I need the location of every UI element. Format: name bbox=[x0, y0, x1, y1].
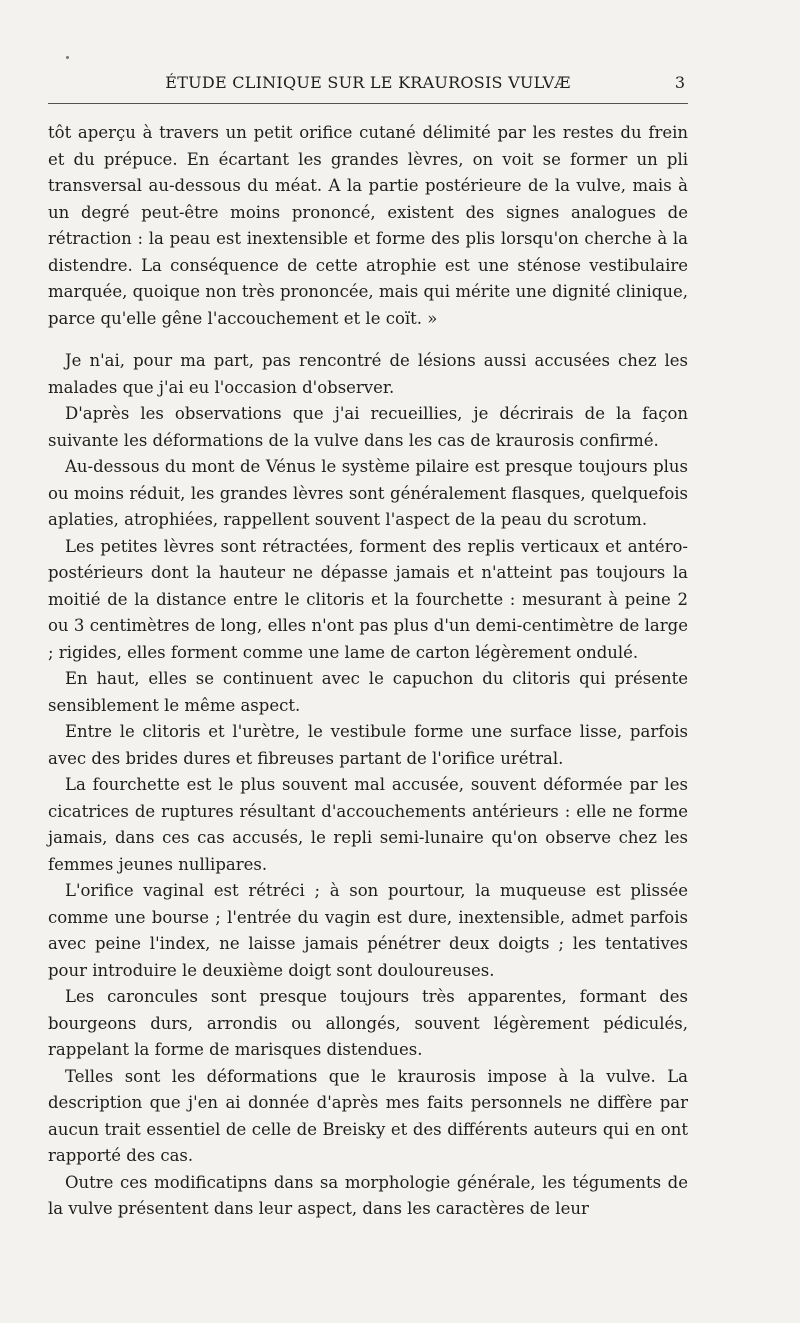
paragraph: La fourchette est le plus souvent mal accusée, souvent déformée par les cicatrices de ruptures résultant d'accouchements antérieurs : elle ne forme jamais, dans ces cas accusés, le repli semi-lunaire qu'on observe chez les femmes jeunes nullipares. bbox=[48, 775, 688, 874]
running-title: ÉTUDE CLINIQUE SUR LE KRAUROSIS VULVÆ bbox=[165, 73, 571, 92]
running-head bbox=[48, 68, 688, 98]
print-speck bbox=[66, 56, 69, 59]
body-text bbox=[48, 120, 688, 1223]
paragraph: Les caroncules sont presque toujours très apparentes, formant des bourgeons durs, arrondis ou allongés, souvent légèrement pédiculés, rappelant la forme de marisques distendues. bbox=[48, 987, 688, 1059]
paragraph: D'après les observations que j'ai recueillies, je décrirais de la façon suivante les déformations de la vulve dans les cas de kraurosis confirmé. bbox=[48, 404, 688, 450]
paragraph: Telles sont les déformations que le kraurosis impose à la vulve. La description que j'en ai donnée d'après mes faits personnels ne diffère par aucun trait essentiel de celle de Breisky et des différents auteurs qui en ont rapporté des cas. bbox=[48, 1066, 688, 1165]
paragraph: Entre le clitoris et l'urètre, le vestibule forme une surface lisse, parfois avec des brides dures et fibreuses partant de l'orifice urétral. bbox=[48, 722, 688, 768]
page-number: 3 bbox=[674, 73, 685, 92]
paragraph: En haut, elles se continuent avec le capuchon du clitoris qui présente sensiblement le même aspect. bbox=[48, 669, 688, 715]
paragraph-quote-continuation: tôt aperçu à travers un petit orifice cutané délimité par les restes du frein et du prépuce. En écartant les grandes lèvres, on voit se former un pli transversal au-dessous du méat. A la partie postérieure de la vulve, mais à un degré peut-être moins prononcé, existent des signes analogues de rétraction : la peau est inextensible et forme des plis lorsqu'on cherche à la distendre. La conséquence de cette atrophie est une sténose vestibulaire marquée, quoique non très prononcée, mais qui mérite une dignité clinique, parce qu'elle gêne l'accouchement et le coït. » bbox=[48, 123, 688, 328]
paragraph: Au-dessous du mont de Vénus le système pilaire est presque toujours plus ou moins réduit, les grandes lèvres sont généralement flasques, quelquefois aplaties, atrophiées, rappellent souvent l'aspect de la peau du scrotum. bbox=[48, 457, 688, 529]
header-rule bbox=[48, 103, 688, 104]
paragraph: Les petites lèvres sont rétractées, forment des replis verticaux et antéro-postérieurs dont la hauteur ne dépasse jamais et n'atteint pas toujours la moitié de la distance entre le clitoris et la fourchette : mesurant à peine 2 ou 3 centimètres de long, elles n'ont pas plus d'un demi-centimètre de large ; rigides, elles forment comme une lame de carton légèrement ondulé. bbox=[48, 536, 688, 662]
paragraph: L'orifice vaginal est rétréci ; à son pourtour, la muqueuse est plissée comme une bourse ; l'entrée du vagin est dure, inextensible, admet parfois avec peine l'index, ne laisse jamais pénétrer deux doigts ; les tentatives pour introduire le deuxième doigt sont douloureuses. bbox=[48, 881, 688, 980]
paragraph: Je n'ai, pour ma part, pas rencontré de lésions aussi accusées chez les malades que j'ai eu l'occasion d'observer. bbox=[48, 351, 688, 397]
paragraph-continues: Outre ces modificatipns dans sa morphologie générale, les téguments de la vulve présentent dans leur aspect, dans les caractères de leur bbox=[48, 1172, 688, 1218]
